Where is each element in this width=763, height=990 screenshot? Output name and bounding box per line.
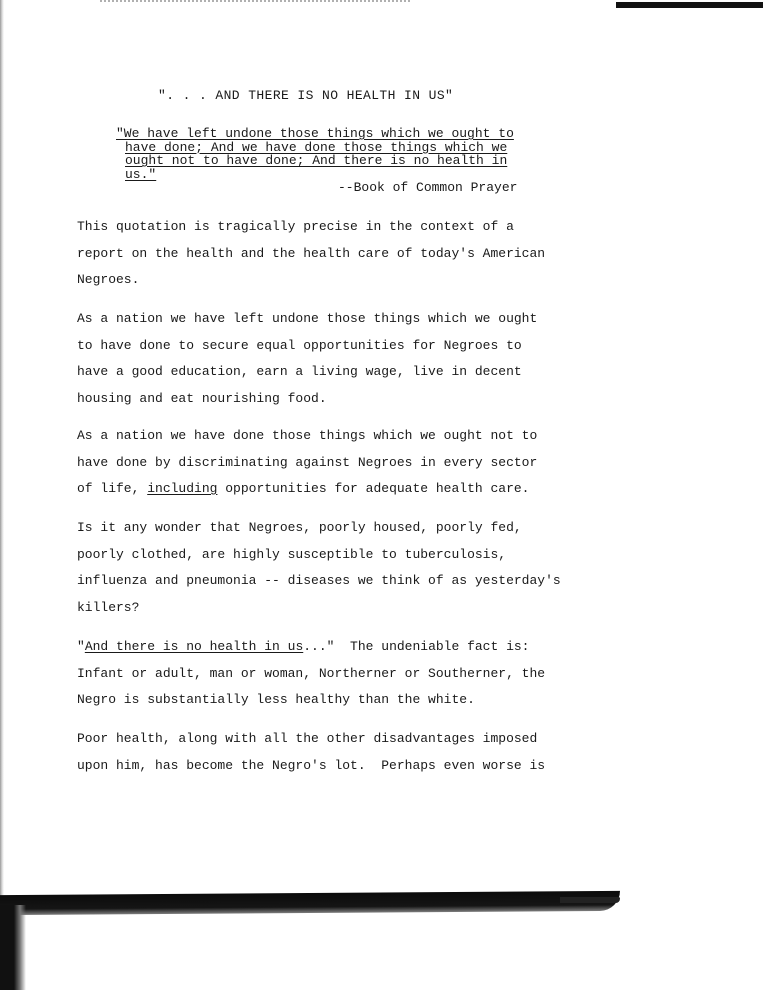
epigraph-line: us." xyxy=(125,166,157,182)
paragraph-line: Negro is substantially less healthy than the white. xyxy=(77,692,475,707)
paragraph-3 xyxy=(77,423,577,503)
scan-artifact-bottom-left-corner xyxy=(0,905,26,990)
paragraph-5 xyxy=(77,634,577,714)
paragraph-line: upon him, has become the Negro's lot. Perhaps even worse is xyxy=(77,757,546,773)
paragraph-line: Infant or adult, man or woman, Northerner or Southerner, the xyxy=(77,665,546,681)
paragraph-line: housing and eat nourishing food. xyxy=(77,390,327,406)
paragraph-line: This quotation is tragically precise in the context of a xyxy=(77,219,514,234)
paragraph-fragment: ..." The undeniable fact is: xyxy=(303,639,530,654)
paragraph-line: have done by discriminating against Negroes in every sector xyxy=(77,454,538,470)
paragraph-line: As a nation we have done those things which we ought not to xyxy=(77,428,538,443)
paragraph-fragment: opportunities for adequate health care. xyxy=(217,481,530,496)
paragraph-line: report on the health and the health care of today's American xyxy=(77,245,546,261)
paragraph-line: influenza and pneumonia -- diseases we think of as yesterday's xyxy=(77,573,561,588)
epigraph-quote xyxy=(116,127,526,181)
underlined-emphasis: including xyxy=(147,481,218,496)
page-title: ". . . AND THERE IS NO HEALTH IN US" xyxy=(158,88,454,103)
epigraph-line: have done; And we have done those things which we xyxy=(125,139,508,155)
paragraph-6 xyxy=(77,726,577,779)
paragraph-line: to have done to secure equal opportunities for Negroes to xyxy=(77,337,522,353)
paragraph-line: killers? xyxy=(77,599,140,615)
paragraph-4 xyxy=(77,515,577,621)
scan-artifact-bottom-band-tail xyxy=(560,897,620,903)
paragraph-line: Negroes. xyxy=(77,272,140,287)
epigraph-attribution: --Book of Common Prayer xyxy=(338,180,518,195)
paragraph-2 xyxy=(77,306,577,412)
underlined-emphasis: And there is no health in us xyxy=(84,639,304,654)
paragraph-fragment: " xyxy=(77,639,85,654)
paragraph-line: poorly clothed, are highly susceptible to tuberculosis, xyxy=(77,546,507,562)
paragraph-1 xyxy=(77,214,577,294)
paragraph-line: have a good education, earn a living wage, live in decent xyxy=(77,364,522,379)
scan-artifact-top-dots xyxy=(100,0,410,5)
paragraph-line: Is it any wonder that Negroes, poorly housed, poorly fed, xyxy=(77,520,522,535)
paragraph-line xyxy=(77,476,577,503)
epigraph-line: "We have left undone those things which we ought to xyxy=(116,126,514,141)
paragraph-line xyxy=(77,634,577,661)
paragraph-fragment: of life, xyxy=(77,481,148,496)
scan-artifact-top-bar xyxy=(616,2,763,8)
paragraph-line: As a nation we have left undone those things which we ought xyxy=(77,311,538,326)
epigraph-line: ought not to have done; And there is no health in xyxy=(125,153,508,168)
scan-artifact-bottom-band xyxy=(0,891,620,915)
paragraph-line: Poor health, along with all the other disadvantages imposed xyxy=(77,731,538,746)
scan-artifact-left-edge xyxy=(0,0,4,990)
